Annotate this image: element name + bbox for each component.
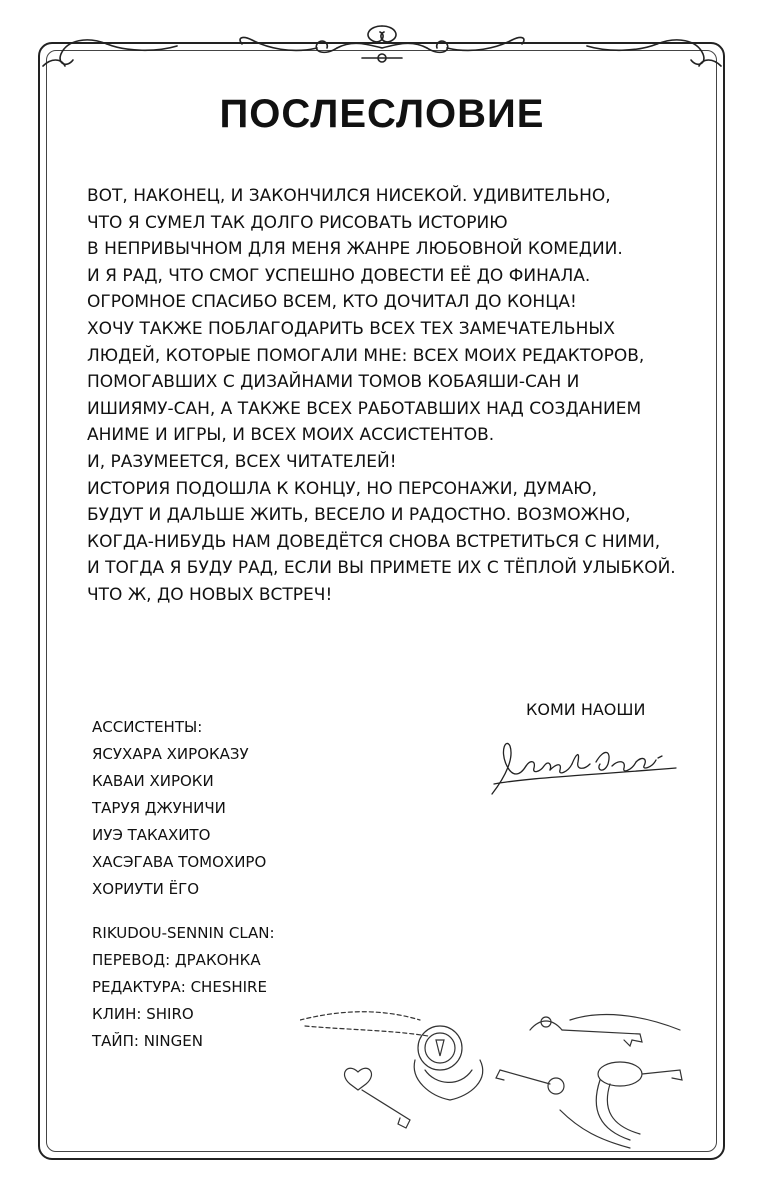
text-line: И Я РАД, ЧТО СМОГ УСПЕШНО ДОВЕСТИ ЕЁ ДО ФИНАЛА. xyxy=(87,265,591,286)
text-line: ИСТОРИЯ ПОДОШЛА К КОНЦУ, НО ПЕРСОНАЖИ, ДУМАЮ, xyxy=(87,478,597,499)
team-role: ТАЙП: NINGEN xyxy=(92,1032,203,1050)
page-title: ПОСЛЕСЛОВИЕ xyxy=(219,92,545,136)
text-line: ПОМОГАВШИХ С ДИЗАЙНАМИ ТОМОВ КОБАЯШИ-САН И xyxy=(87,372,580,393)
text-line: ИШИЯМУ-САН, А ТАКЖЕ ВСЕХ РАБОТАВШИХ НАД СОЗДАНИЕМ xyxy=(87,398,642,419)
assistant-name: ЯСУХАРА ХИРОКАЗУ xyxy=(92,745,249,763)
text-line: ЧТО Ж, ДО НОВЫХ ВСТРЕЧ! xyxy=(87,584,333,605)
text-line: АНИМЕ И ИГРЫ, И ВСЕХ МОИХ АССИСТЕНТОВ. xyxy=(87,425,495,446)
text-line: И ТОГДА Я БУДУ РАД, ЕСЛИ ВЫ ПРИМЕТЕ ИХ С ТЁПЛОЙ УЛЫБКОЙ. xyxy=(87,558,676,579)
text-line: ОГРОМНОЕ СПАСИБО ВСЕМ, КТО ДОЧИТАЛ ДО КОНЦА! xyxy=(87,292,577,313)
keys-illustration-icon xyxy=(300,1000,710,1150)
afterword-text xyxy=(87,183,697,609)
text-line: ХОЧУ ТАКЖЕ ПОБЛАГОДАРИТЬ ВСЕХ ТЕХ ЗАМЕЧАТЕЛЬНЫХ xyxy=(87,318,616,339)
assistants-heading: АССИСТЕНТЫ: xyxy=(92,718,203,736)
team-heading: RIKUDOU-SENNIN CLAN: xyxy=(92,924,275,942)
text-line: В НЕПРИВЫЧНОМ ДЛЯ МЕНЯ ЖАНРЕ ЛЮБОВНОЙ КОМЕДИИ. xyxy=(87,239,623,260)
text-line: ЧТО Я СУМЕЛ ТАК ДОЛГО РИСОВАТЬ ИСТОРИЮ xyxy=(87,212,508,233)
top-ornament-icon xyxy=(37,18,727,72)
assistant-name: ИУЭ ТАКАХИТО xyxy=(92,826,211,844)
text-line: БУДУТ И ДАЛЬШЕ ЖИТЬ, ВЕСЕЛО И РАДОСТНО. ВОЗМОЖНО, xyxy=(87,505,631,526)
text-line: КОГДА-НИБУДЬ НАМ ДОВЕДЁТСЯ СНОВА ВСТРЕТИТЬСЯ С НИМИ, xyxy=(87,531,661,552)
assistant-name: ХАСЭГАВА ТОМОХИРО xyxy=(92,853,267,871)
text-line: ВОТ, НАКОНЕЦ, И ЗАКОНЧИЛСЯ НИСЕКОЙ. УДИВИТЕЛЬНО, xyxy=(87,186,611,206)
assistant-name: КАВАИ ХИРОКИ xyxy=(92,772,214,790)
text-line: ЛЮДЕЙ, КОТОРЫЕ ПОМОГАЛИ МНЕ: ВСЕХ МОИХ РЕДАКТОРОВ, xyxy=(87,345,645,366)
assistant-name: ХОРИУТИ ЁГО xyxy=(92,880,200,898)
signature-icon xyxy=(486,736,686,806)
text-line: И, РАЗУМЕЕТСЯ, ВСЕХ ЧИТАТЕЛЕЙ! xyxy=(87,451,397,472)
team-role: ПЕРЕВОД: ДРАКОНКА xyxy=(92,951,261,969)
team-role: КЛИН: SHIRO xyxy=(92,1005,194,1023)
author-name: КОМИ НАОШИ xyxy=(526,700,646,719)
assistant-name: ТАРУЯ ДЖУНИЧИ xyxy=(92,799,226,817)
team-role: РЕДАКТУРА: CHESHIRE xyxy=(92,978,267,996)
